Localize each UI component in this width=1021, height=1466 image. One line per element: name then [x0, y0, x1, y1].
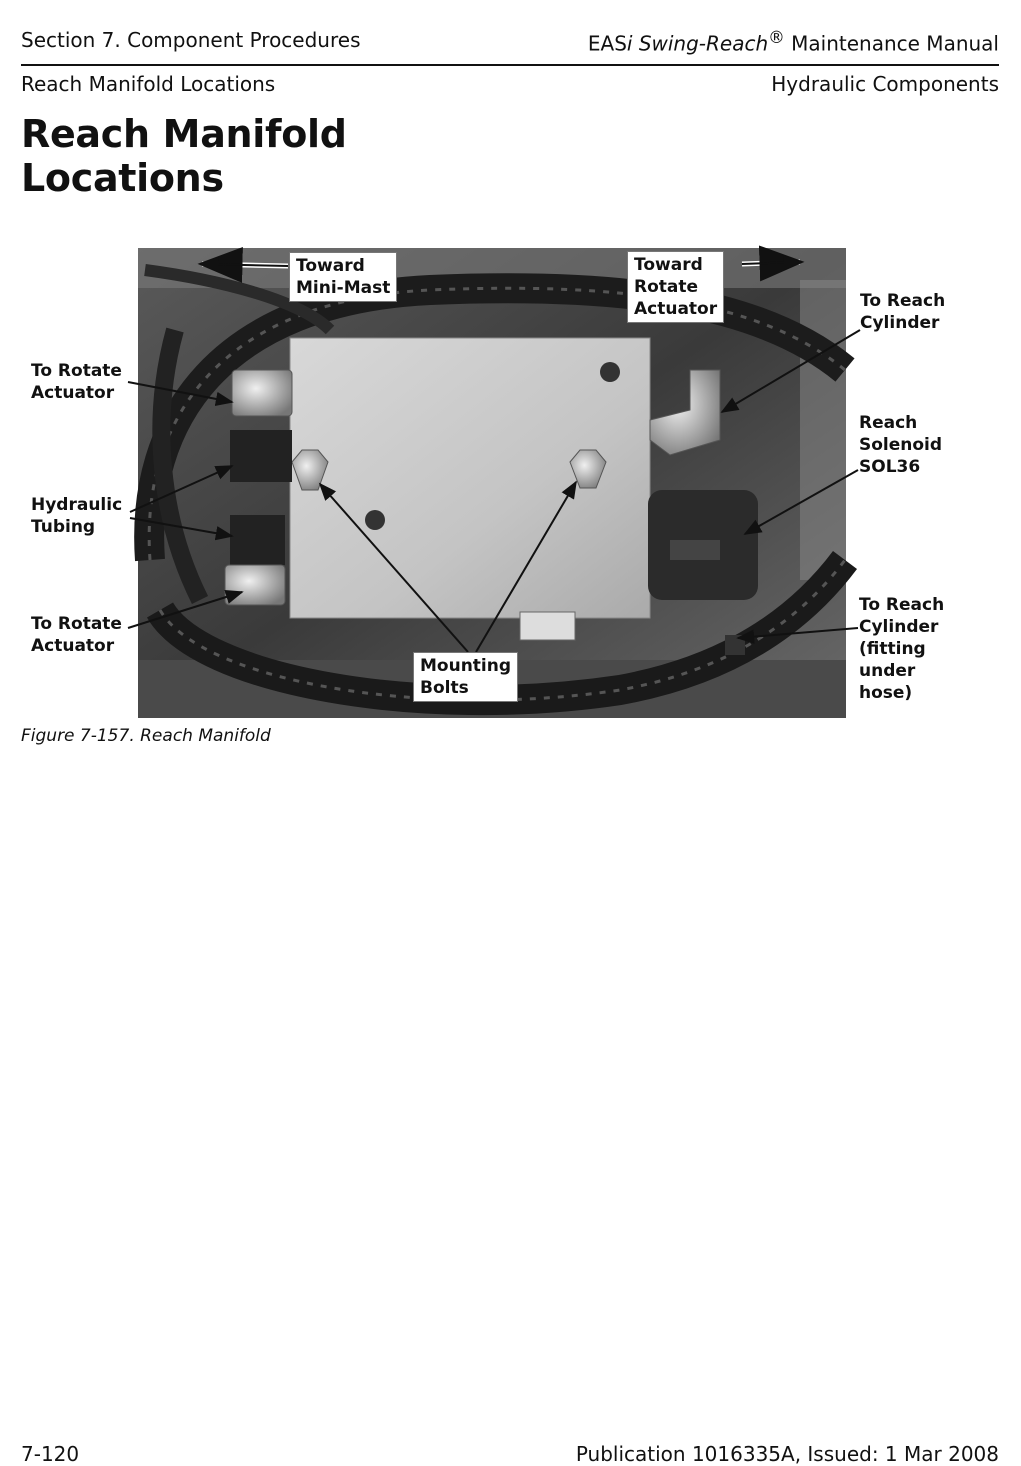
label-line: Mini-Mast: [296, 278, 391, 298]
subsection-title: Reach Manifold Locations: [21, 72, 276, 96]
page-title-line: Reach Manifold: [21, 112, 347, 156]
manual-title-i: i: [626, 31, 633, 56]
label-line: Actuator: [634, 299, 718, 319]
label-line: Toward: [296, 256, 365, 276]
label-toward-mini-mast: [289, 252, 397, 302]
subsection-right: Hydraulic Components: [771, 72, 999, 96]
label-line: To Rotate: [31, 614, 122, 634]
label-to-rotate-actuator-bottom: [31, 613, 122, 657]
label-line: Bolts: [420, 678, 469, 698]
label-line: Reach: [859, 413, 918, 433]
page-title-line: Locations: [21, 156, 224, 200]
label-line: Actuator: [31, 636, 115, 656]
manual-title-suffix: Maintenance Manual: [784, 31, 999, 56]
label-line: Tubing: [31, 517, 96, 537]
label-mounting-bolts: [413, 652, 518, 702]
figure-caption: Figure 7-157. Reach Manifold: [21, 726, 271, 746]
manual-title-prefix: EAS: [587, 31, 627, 56]
manifold-photo: [138, 248, 846, 718]
label-line: To Rotate: [31, 361, 122, 381]
label-line: Solenoid: [859, 435, 943, 455]
label-to-reach-cylinder-top: [860, 290, 945, 334]
publication-info: Publication 1016335A, Issued: 1 Mar 2008: [575, 1442, 999, 1466]
page-number: 7-120: [21, 1442, 80, 1466]
label-line: Mounting: [420, 656, 512, 676]
section-title: Section 7. Component Procedures: [21, 28, 361, 52]
label-line: Cylinder: [859, 617, 939, 637]
label-line: To Reach: [860, 291, 946, 311]
label-to-rotate-actuator-top: [31, 360, 122, 404]
label-to-reach-cylinder-bottom: [859, 594, 944, 704]
registered-mark: ®: [768, 28, 785, 47]
label-line: (fitting: [859, 639, 926, 659]
label-line: SOL36: [859, 457, 921, 477]
label-line: Actuator: [31, 383, 115, 403]
label-toward-rotate-actuator: [627, 251, 724, 323]
label-line: hose): [859, 683, 913, 703]
label-hydraulic-tubing: [31, 494, 122, 538]
label-line: To Reach: [859, 595, 945, 615]
label-line: Cylinder: [860, 313, 940, 333]
label-reach-solenoid: [859, 412, 942, 478]
label-line: Hydraulic: [31, 495, 123, 515]
label-line: Rotate: [634, 277, 699, 297]
manual-title-product: Swing-Reach: [638, 31, 769, 56]
label-line: under: [859, 661, 916, 681]
label-line: Toward: [634, 255, 703, 275]
